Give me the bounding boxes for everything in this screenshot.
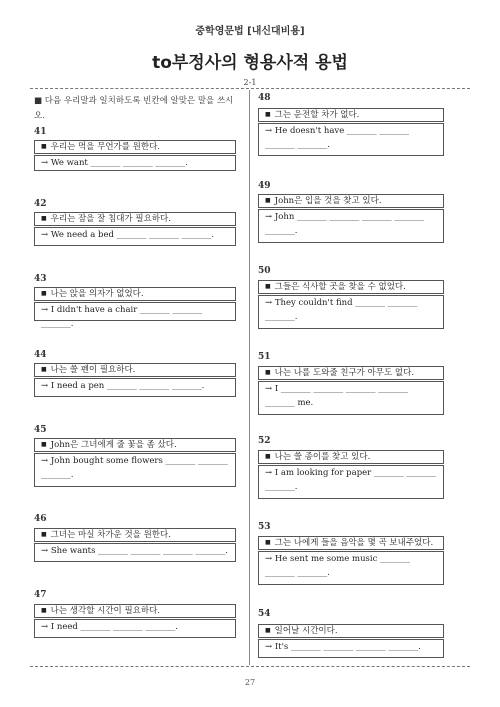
bullet-icon: ■ (265, 197, 271, 204)
answer-field[interactable]: → He doesn't have _______ _______ _______ _______. (258, 123, 444, 156)
prompt-text: 우리는 먹을 무언가를 원한다. (50, 142, 161, 152)
korean-prompt (34, 438, 236, 452)
instruction: ■ 다음 우리말과 일치하도록 빈칸에 알맞은 말을 쓰시오. (34, 96, 234, 121)
answer-field[interactable]: → John _______ _______ _______ _______ _______. (258, 209, 444, 243)
answer-field[interactable]: → I need _______ _______ _______. (34, 619, 236, 638)
bottom-divider (30, 666, 470, 667)
question-number: 46 (34, 514, 47, 524)
korean-prompt (34, 140, 236, 154)
bullet-icon: ■ (41, 441, 47, 448)
answer-field[interactable]: → She wants _______ _______ _______ _______. (34, 543, 236, 562)
prompt-text: 그녀는 마실 차가운 것을 원한다. (50, 530, 171, 540)
question-number: 48 (258, 93, 271, 103)
prompt-text: John은 입을 것을 찾고 있다. (274, 196, 382, 206)
korean-prompt (34, 363, 236, 377)
page-title: to부정사의 형용사적 용법 (152, 53, 348, 73)
prompt-text: 나는 쓸 종이를 찾고 있다. (274, 452, 371, 462)
answer-field[interactable]: → John bought some flowers _______ _______ _______. (34, 453, 236, 487)
question-number: 52 (258, 436, 271, 446)
korean-prompt (258, 624, 444, 638)
korean-prompt (258, 108, 444, 122)
bullet-icon: ■ (41, 143, 47, 150)
korean-prompt (258, 450, 444, 464)
prompt-text: 그는 운전할 차가 없다. (274, 110, 360, 120)
book-label: 중학영문법 [내신대비용] (195, 26, 305, 37)
column-divider (249, 90, 250, 665)
question-number: 47 (34, 590, 47, 600)
bullet-icon: ■ (265, 627, 271, 634)
bullet-icon: ■ (265, 539, 271, 546)
answer-field[interactable]: → We want _______ _______ _______. (34, 155, 236, 171)
question-number: 51 (258, 352, 271, 362)
bullet-icon: ■ (265, 453, 271, 460)
korean-prompt (34, 212, 236, 226)
question-number: 41 (34, 127, 47, 137)
answer-field[interactable]: → We need a bed _______ _______ _______. (34, 227, 236, 246)
prompt-text: 나는 앉을 의자가 없었다. (50, 289, 144, 299)
answer-field[interactable]: → He sent me some music _______ _______ _______. (258, 551, 444, 585)
bullet-icon: ■ (41, 531, 47, 538)
korean-prompt (258, 366, 444, 380)
korean-prompt (258, 194, 444, 208)
answer-field[interactable]: → I am looking for paper _______ _______ _______. (258, 465, 444, 499)
prompt-text: 그는 나에게 들을 음악을 몇 곡 보내주었다. (274, 538, 434, 548)
prompt-text: 그들은 식사할 곳을 찾을 수 없었다. (274, 282, 406, 292)
prompt-text: 나는 쓸 펜이 필요하다. (50, 365, 136, 375)
bullet-icon: ■ (41, 290, 47, 297)
answer-field[interactable]: → They couldn't find _______ _______ _______. (258, 295, 444, 329)
prompt-text: 나는 나를 도와줄 친구가 아무도 없다. (274, 368, 415, 378)
question-number: 54 (258, 609, 271, 619)
korean-prompt (258, 536, 444, 550)
bullet-icon: ■ (265, 369, 271, 376)
question-number: 42 (34, 199, 47, 209)
answer-field[interactable]: → I _______ _______ _______ _______ _______ me. (258, 381, 444, 415)
bullet-icon: ■ (265, 283, 271, 290)
top-divider (30, 88, 470, 89)
section-number: 2-1 (243, 78, 257, 87)
question-number: 50 (258, 266, 271, 276)
question-number: 49 (258, 181, 271, 191)
korean-prompt (258, 280, 444, 294)
bullet-icon: ■ (41, 366, 47, 373)
bullet-icon: ■ (41, 607, 47, 614)
prompt-text: 일어날 시간이다. (274, 626, 338, 636)
question-number: 45 (34, 425, 47, 435)
bullet-icon: ■ (265, 111, 271, 118)
question-number: 43 (34, 274, 47, 284)
bullet-icon: ■ (41, 215, 47, 222)
prompt-text: 우리는 잠을 잘 침대가 필요하다. (50, 214, 171, 224)
korean-prompt (34, 528, 236, 542)
answer-field[interactable]: → I need a pen _______ _______ _______. (34, 378, 236, 397)
question-number: 44 (34, 350, 47, 360)
question-number: 53 (258, 522, 271, 532)
page-number: 27 (244, 678, 256, 687)
answer-field[interactable]: → I didn't have a chair _______ _______ _______. (34, 302, 236, 321)
answer-field[interactable]: → It's _______ _______ _______ _______. (258, 639, 444, 658)
prompt-text: John은 그녀에게 줄 꽃을 좀 샀다. (50, 440, 177, 450)
korean-prompt (34, 604, 236, 618)
prompt-text: 나는 생각할 시간이 필요하다. (50, 606, 161, 616)
korean-prompt (34, 287, 236, 301)
